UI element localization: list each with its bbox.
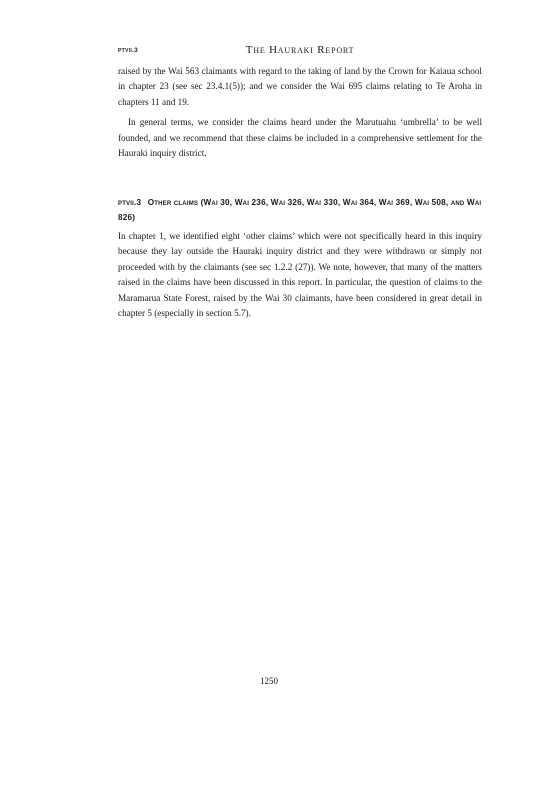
page-number: 1250 (260, 676, 278, 686)
text-block-other-claims (118, 229, 482, 321)
paragraph-general-terms: In general terms, we consider the claims heard under the Marutuahu ‘umbrella’ to be well founded, and we recommend that these claims be included in a comprehensive settlement for the Hauraki inquiry district. (118, 117, 482, 159)
section-heading-text: Other claims (Wai 30, Wai 236, Wai 326, Wai 330, Wai 364, Wai 369, Wai 508, and Wai 826) (118, 198, 482, 222)
text-block-continued (118, 64, 482, 161)
paragraph-continued: raised by the Wai 563 claimants with regard to the taking of land by the Crown for Kaiaua school in chapter 23 (see sec 23.4.1(5)); and we consider the Wai 695 claims relating to Te Aroha in chapters 11 and 19. (118, 66, 482, 107)
running-head (118, 44, 482, 58)
running-head-title: The Hauraki Report (245, 44, 355, 56)
running-head-section-ref: ptvii.3 (118, 47, 139, 54)
paragraph-other-claims: In chapter 1, we identified eight ‘other claims’ which were not specifically heard in this inquiry because they lay outside the Hauraki inquiry district and they were withdrawn or simply not proceeded with by the claimants (see sec 1.2.2 (27)). We note, however, that many of the matters raised in the claims have been discussed in this report. In particular, the question of claims to the Maramarua State Forest, raised by the Wai 30 claimants, have been considered in great detail in chapter 5 (especially in section 5.7). (118, 231, 482, 319)
section-number: ptvii.3 (118, 198, 142, 207)
section-heading (118, 196, 482, 225)
